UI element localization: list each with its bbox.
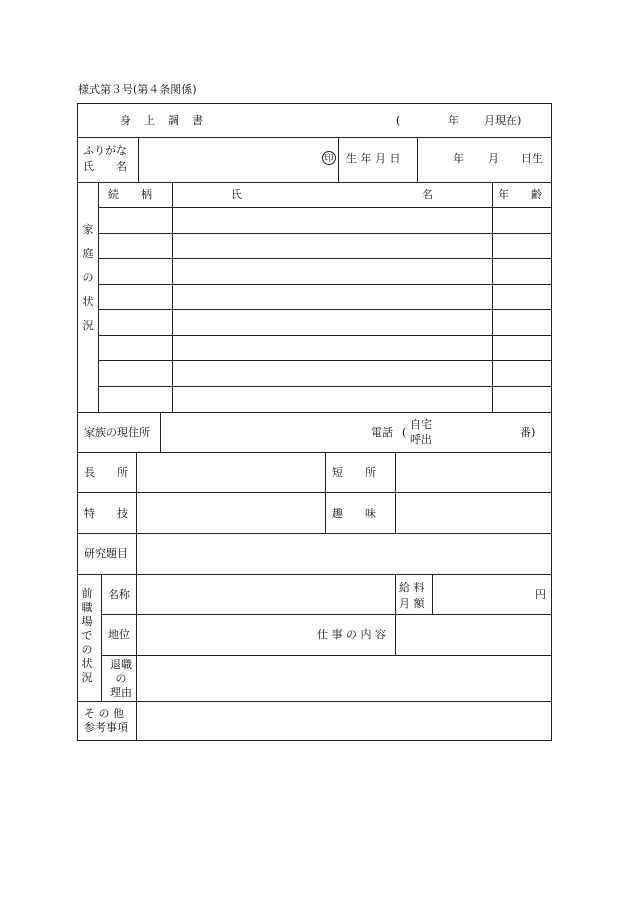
birth-day-label: 日生 — [521, 152, 543, 165]
monthly-salary-label: 給 料 月 額 — [399, 581, 425, 610]
furigana-label: ふりがな — [83, 144, 127, 157]
phone-number-label: 番) — [520, 426, 536, 439]
row-divider — [98, 335, 552, 336]
col-divider — [160, 412, 161, 452]
name-label: 氏 名 — [83, 160, 127, 173]
company-name-label: 名称 — [108, 588, 130, 601]
row-divider — [77, 492, 552, 493]
row-divider — [77, 533, 552, 534]
yen-label: 円 — [535, 588, 546, 601]
row-divider — [98, 309, 552, 310]
family-section-label: 家庭の状況 — [82, 223, 94, 332]
col-divider — [172, 182, 173, 412]
col-divider — [338, 137, 339, 182]
other-remarks-label: そ の 他 参考事項 — [84, 707, 128, 734]
weaknesses-label: 短 所 — [332, 466, 376, 479]
col-divider — [98, 182, 99, 412]
col-divider — [136, 574, 137, 741]
residence-label: 家族の現住所 — [84, 426, 150, 439]
hobbies-label: 趣 味 — [332, 507, 376, 520]
col-divider — [395, 574, 396, 655]
row-divider — [77, 412, 552, 413]
row-divider — [98, 386, 552, 387]
row-divider — [101, 614, 552, 615]
col-divider — [138, 137, 139, 182]
row-divider — [98, 207, 552, 208]
name-column-header-1: 氏 — [231, 188, 242, 201]
birth-month-label: 月 — [488, 152, 499, 165]
previous-job-section-label: 前職場での状況 — [81, 587, 93, 684]
skills-label: 特 技 — [84, 507, 128, 520]
home-phone-label: 自宅 — [410, 418, 432, 431]
phone-label: 電話 — [371, 426, 393, 439]
form-number: 様式第３号(第４条関係) — [78, 83, 197, 96]
age-column-header: 年 齢 — [498, 188, 542, 201]
row-divider — [98, 258, 552, 259]
date-month-current-label: 月現在) — [484, 114, 522, 127]
row-divider — [77, 137, 552, 138]
position-label: 地位 — [108, 628, 130, 641]
duties-label: 仕 事 の 内 容 — [317, 628, 386, 641]
col-divider — [136, 452, 137, 574]
col-divider — [325, 452, 326, 533]
date-year-label: 年 — [448, 114, 459, 127]
birthdate-label: 生 年 月 日 — [346, 152, 401, 165]
row-divider — [98, 233, 552, 234]
strengths-label: 長 所 — [84, 466, 128, 479]
relation-column-header: 続 柄 — [108, 188, 152, 201]
col-divider — [101, 574, 102, 701]
call-phone-label: 呼出 — [410, 433, 432, 446]
research-topic-label: 研究題目 — [84, 547, 128, 560]
row-divider — [77, 701, 552, 702]
phone-open-paren: ( — [402, 426, 407, 439]
row-divider — [98, 284, 552, 285]
row-divider — [77, 452, 552, 453]
date-open-paren: ( — [396, 114, 401, 127]
birth-year-label: 年 — [453, 152, 464, 165]
seal-mark: 印 — [322, 151, 336, 165]
col-divider — [417, 137, 418, 182]
col-divider — [432, 574, 433, 614]
row-divider — [77, 574, 552, 575]
row-divider — [98, 360, 552, 361]
document-title: 身 上 調 書 — [120, 114, 204, 127]
col-divider — [492, 182, 493, 412]
col-divider — [395, 452, 396, 533]
resignation-reason-label: 退職 の 理由 — [110, 658, 132, 699]
row-divider — [77, 182, 552, 183]
name-column-header-2: 名 — [422, 188, 433, 201]
row-divider — [101, 655, 552, 656]
